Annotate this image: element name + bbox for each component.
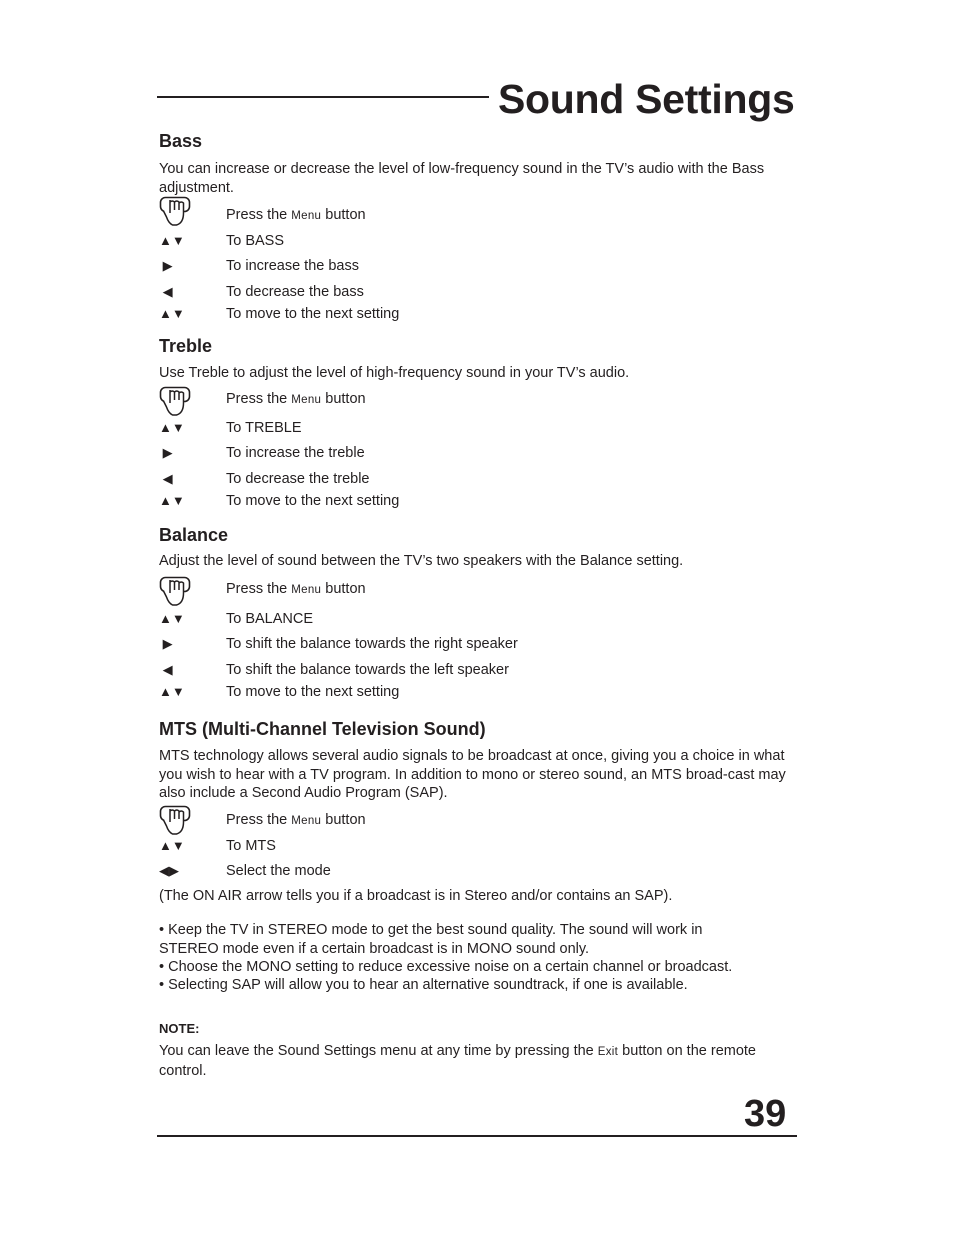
up-down-arrows-icon: ▲▼ — [159, 306, 185, 321]
on-air-note: (The ON AIR arrow tells you if a broadcast is in Stereo and/or contains an SAP). — [159, 888, 673, 904]
up-down-arrows-icon: ▲▼ — [159, 838, 185, 853]
up-down-arrows-icon: ▲▼ — [159, 684, 185, 699]
treble-step-4-text: To move to the next setting — [226, 493, 400, 509]
menu-word: Menu — [291, 394, 322, 406]
press-after: button — [321, 581, 366, 597]
hand-press-icon — [159, 196, 193, 228]
bass-step-1-text: To BASS — [226, 233, 285, 249]
up-down-arrows-icon: ▲▼ — [159, 493, 185, 508]
press-before: Press the — [226, 391, 292, 407]
footer-rule — [157, 1135, 797, 1137]
left-right-arrows-icon: ◀▶ — [159, 863, 179, 878]
balance-step-4 — [0, 681, 954, 703]
mts-heading: MTS (Multi-Channel Television Sound) — [159, 719, 486, 739]
press-before: Press the — [226, 207, 292, 223]
balance-step-3 — [0, 659, 954, 681]
up-down-arrows-icon: ▲▼ — [159, 611, 185, 626]
exit-word: Exit — [597, 1046, 619, 1058]
treble-step-2-text: To increase the treble — [226, 445, 365, 461]
treble-step-1-text: To TREBLE — [226, 420, 302, 436]
note-text-after: button on the remote control. — [159, 1043, 756, 1079]
left-arrow-icon: ◀ — [159, 471, 173, 486]
bass-step-menu-text — [226, 204, 366, 227]
balance-step-4-text: To move to the next setting — [226, 684, 400, 700]
left-arrow-icon: ◀ — [159, 284, 173, 299]
treble-intro: Use Treble to adjust the level of high-frequency sound in your TV’s audio. — [159, 365, 630, 381]
bass-step-3-text: To decrease the bass — [226, 284, 364, 300]
mts-bullet-3: • Selecting SAP will allow you to hear an alternative soundtrack, if one is available. — [159, 977, 688, 993]
mts-step-1 — [0, 835, 954, 857]
treble-step-1 — [0, 417, 954, 439]
balance-step-menu — [0, 578, 954, 600]
note-label: NOTE: — [159, 1021, 200, 1036]
right-arrow-icon: ▶ — [159, 258, 173, 273]
press-before: Press the — [226, 812, 292, 828]
balance-step-2 — [0, 633, 954, 655]
bass-step-menu — [0, 204, 954, 226]
bass-step-1 — [0, 230, 954, 252]
page-title: Sound Settings — [498, 76, 795, 122]
left-arrow-icon: ◀ — [159, 662, 173, 677]
mts-bullet-1: • Keep the TV in STEREO mode to get the best sound quality. The sound will work in STEREO mode even if a certain broadcast is in MONO sound only. — [159, 922, 703, 957]
note-text-before: You can leave the Sound Settings menu at any time by pressing the — [159, 1043, 598, 1059]
up-down-arrows-icon: ▲▼ — [159, 233, 185, 248]
bass-intro: You can increase or decrease the level of low-frequency sound in the TV’s audio with the Bass adjustment. — [159, 161, 765, 196]
balance-step-1-text: To BALANCE — [226, 611, 314, 627]
mts-bullet-2: • Choose the MONO setting to reduce excessive noise on a certain channel or broadcast. — [159, 959, 733, 975]
mts-intro: MTS technology allows several audio signals to be broadcast at once, giving you a choice in what you wish to hear with a TV program. In addition to mono or stereo sound, an MTS broad-cast may also include a Second Audio Program (SAP). — [159, 748, 786, 801]
mts-step-2 — [0, 860, 954, 882]
mts-step-menu-text — [226, 809, 366, 832]
header-rule — [157, 96, 489, 98]
bass-heading: Bass — [159, 131, 203, 151]
menu-word: Menu — [291, 815, 322, 827]
hand-press-icon — [159, 576, 193, 608]
treble-step-2 — [0, 442, 954, 464]
bass-step-4 — [0, 303, 954, 325]
balance-step-1 — [0, 608, 954, 630]
mts-step-menu — [0, 809, 954, 831]
treble-step-menu — [0, 388, 954, 410]
balance-step-2-text: To shift the balance towards the right speaker — [226, 636, 518, 652]
menu-word: Menu — [291, 584, 322, 596]
balance-intro: Adjust the level of sound between the TV’s two speakers with the Balance setting. — [159, 553, 684, 569]
menu-word: Menu — [291, 210, 322, 222]
page-number: 39 — [744, 1093, 787, 1135]
right-arrow-icon: ▶ — [159, 636, 173, 651]
press-after: button — [321, 207, 366, 223]
bass-step-2 — [0, 255, 954, 277]
bass-step-3 — [0, 281, 954, 303]
treble-heading: Treble — [159, 336, 213, 356]
treble-step-menu-text — [226, 388, 366, 411]
mts-step-1-text: To MTS — [226, 838, 276, 854]
hand-press-icon — [159, 805, 193, 837]
note-text — [159, 1042, 799, 1080]
up-down-arrows-icon: ▲▼ — [159, 420, 185, 435]
balance-step-menu-text — [226, 578, 366, 601]
balance-step-3-text: To shift the balance towards the left speaker — [226, 662, 509, 678]
treble-step-3-text: To decrease the treble — [226, 471, 370, 487]
right-arrow-icon: ▶ — [159, 445, 173, 460]
bass-step-4-text: To move to the next setting — [226, 306, 400, 322]
balance-heading: Balance — [159, 525, 229, 545]
hand-press-icon — [159, 386, 193, 418]
treble-step-4 — [0, 490, 954, 512]
treble-step-3 — [0, 468, 954, 490]
bass-step-2-text: To increase the bass — [226, 258, 359, 274]
press-after: button — [321, 391, 366, 407]
press-after: button — [321, 812, 366, 828]
press-before: Press the — [226, 581, 292, 597]
mts-step-2-text: Select the mode — [226, 863, 331, 879]
